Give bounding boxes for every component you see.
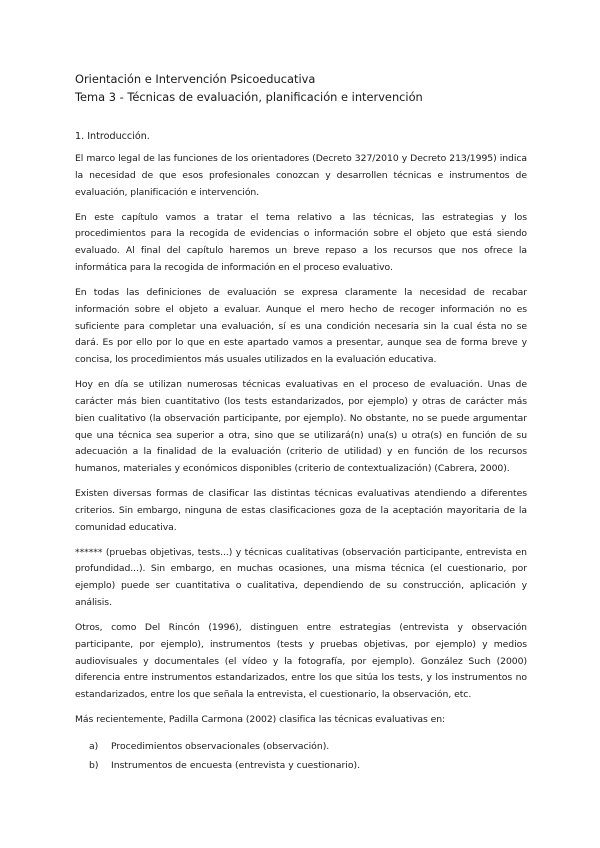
paragraph-legal-framework: El marco legal de las funciones de los orientadores (Decreto 327/2010 y Decreto 213/1995) indica la necesidad de que esos profesionales conozcan y desarrollen técnicas e instrumentos de evaluación, planificación e intervención. (75, 153, 527, 198)
paragraph-padilla-carmona: Más recientemente, Padilla Carmona (2002) clasifica las técnicas evaluativas en: (75, 714, 446, 726)
list-item-marker: a) (89, 741, 99, 753)
list-item-text: Instrumentos de encuesta (entrevista y cuestionario). (111, 760, 361, 772)
paragraph-classification: Existen diversas formas de clasificar las distintas técnicas evaluativas atendiendo a diferentes criterios. Sin embargo, ninguna de estas clasificaciones goza de la aceptación mayoritaria de la comunidad educativa. (75, 488, 527, 533)
techniques-list (75, 737, 527, 775)
document-subtitle: Tema 3 - Técnicas de evaluación, planificación e intervención (75, 90, 423, 104)
paragraph-qualitative-techniques: ****** (pruebas objetivas, tests...) y técnicas cualitativas (observación participante, entrevista en profundidad...). Sin embargo, en muchas ocasiones, una misma técnica (el cuestionario, por ejemplo) puede ser cuantitativa o cualitativa, dependiendo de su construcción, aplicación y análisis. (75, 546, 527, 609)
section-heading: 1. Introducción. (75, 131, 150, 142)
document-page (75, 70, 527, 775)
list-item (75, 737, 527, 756)
list-item-marker: b) (89, 760, 99, 772)
paragraph-evaluative-techniques: Hoy en día se utilizan numerosas técnicas evaluativas en el proceso de evaluación. Unas de carácter más bien cuantitativo (los tests estandarizados, por ejemplo) y otras de carácter más bien cualitativo (la observación participante, por ejemplo). No obstante, no se puede argumentar que una técnica sea superior a otra, sino que se utilizará(n) una(s) u otra(s) en función de su adecuación a la finalidad de la evaluación (criterio de utilidad) y en función de los recursos humanos, materiales y económicos disponibles (criterio de contextualización) (Cabrera, 2000). (75, 379, 527, 475)
paragraph-del-rincon: Otros, como Del Rincón (1996), distinguen entre estrategias (entrevista y observación participante, por ejemplo), instrumentos (tests y pruebas objetivas, por ejemplo) y medios audiovisuales y documentales (el vídeo y la fotografía, por ejemplo). González Such (2000) diferencia entre instrumentos estandarizados, entre los que sitúa los tests, y los instrumentos no estandarizados, entre los que señala la entrevista, el cuestionario, la observación, etc. (75, 622, 527, 701)
paragraph-chapter-scope: En este capítulo vamos a tratar el tema relativo a las técnicas, las estrategias y los procedimientos para la recogida de evidencias o información sobre el objeto que está siendo evaluado. Al final del capítulo haremos un breve repaso a los recursos que nos ofrece la informática para la recogida de información en el proceso evaluativo. (75, 211, 527, 273)
list-item (75, 756, 527, 775)
list-item-text: Procedimientos observacionales (observación). (111, 741, 330, 753)
paragraph-information-gathering: En todas las definiciones de evaluación se expresa claramente la necesidad de recabar información sobre el objeto a evaluar. Aunque el mero hecho de recoger información no es suficiente para completar una evaluación, sí es una condición necesaria sin la cual ésta no se dará. Es por ello por lo que en este apartado vamos a presentar, aunque sea de forma breve y concisa, los procedimientos más usuales utilizados en la evaluación educativa. (75, 286, 527, 366)
document-title: Orientación e Intervención Psicoeducativa (75, 72, 316, 86)
